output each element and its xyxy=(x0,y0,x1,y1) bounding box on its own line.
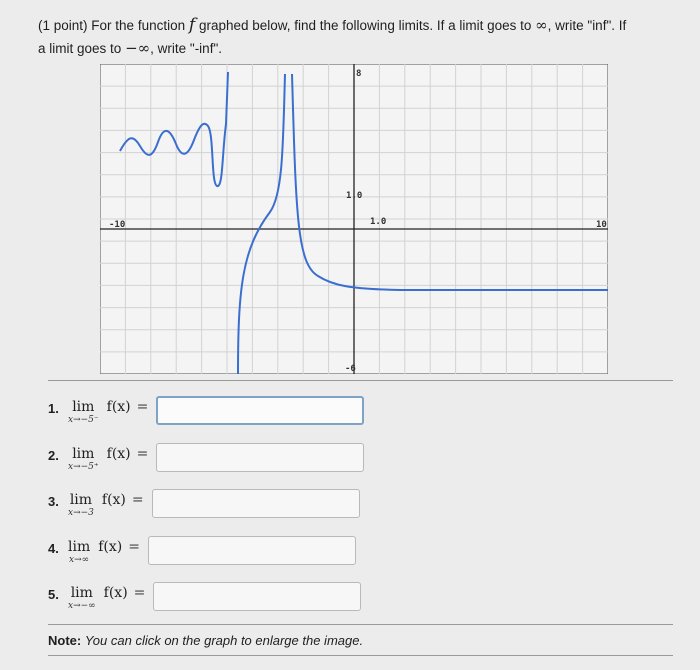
x-min-label: -10 xyxy=(109,220,126,230)
points-label: (1 point) xyxy=(38,18,88,33)
lim-approach: x→−3 xyxy=(68,508,94,518)
function-expression: f(x) xyxy=(106,399,131,415)
y-max-label: 8 xyxy=(356,69,362,79)
infinity-symbol: ∞ xyxy=(535,16,548,34)
function-expression: f(x) xyxy=(103,585,128,601)
answer-input-5[interactable] xyxy=(153,582,361,611)
lim-word: lim xyxy=(72,399,95,415)
equals-sign: = xyxy=(131,492,144,508)
lim-approach: x→−∞ xyxy=(68,601,96,611)
statement-text-b: graphed below, find the following limits. If a limit goes to xyxy=(198,18,532,33)
limit-operator xyxy=(68,396,99,425)
equals-sign: = xyxy=(128,539,140,555)
limit-operator xyxy=(68,582,96,611)
question-row-3 xyxy=(48,489,360,519)
answer-input-2[interactable] xyxy=(156,443,364,472)
statement-text-d: a limit goes to xyxy=(38,41,122,56)
x-max-label: 10 xyxy=(596,220,607,230)
question-row-4 xyxy=(48,536,356,566)
equals-sign: = xyxy=(136,399,149,415)
y-min-label: -6 xyxy=(345,364,356,374)
question-number: 5. xyxy=(48,587,59,602)
question-number: 2. xyxy=(48,448,59,463)
divider-note-bottom xyxy=(48,655,673,656)
x-one-label: 1.0 xyxy=(370,217,387,227)
function-symbol: f xyxy=(188,15,196,35)
lim-approach: x→∞ xyxy=(69,555,90,565)
limit-operator xyxy=(68,489,94,518)
function-expression: f(x) xyxy=(106,446,131,462)
limit-operator xyxy=(68,536,90,565)
limit-operator xyxy=(68,443,99,472)
function-expression: f(x) xyxy=(101,492,126,508)
neg-infinity-symbol: −∞ xyxy=(125,39,151,57)
divider-top xyxy=(48,380,673,381)
function-expression: f(x) xyxy=(98,539,123,555)
statement-text-c: , write "inf". If xyxy=(547,18,627,33)
statement-text-a: For the function xyxy=(91,18,186,33)
lim-word: lim xyxy=(70,585,93,601)
lim-word: lim xyxy=(72,446,95,462)
note-text: You can click on the graph to enlarge the image. xyxy=(84,633,364,648)
problem-statement xyxy=(38,14,678,60)
statement-text-e: , write "-inf". xyxy=(150,41,222,56)
answer-input-4[interactable] xyxy=(148,536,356,565)
lim-approach: x→−5⁺ xyxy=(68,462,99,472)
question-row-2 xyxy=(48,443,364,473)
lim-word: lim xyxy=(69,492,93,508)
question-number: 4. xyxy=(48,541,59,556)
function-graph[interactable] xyxy=(100,64,608,374)
question-number: 3. xyxy=(48,494,59,509)
lim-word: lim xyxy=(68,539,91,555)
note-label: Note: xyxy=(48,633,82,648)
divider-note-top xyxy=(48,624,673,625)
equals-sign: = xyxy=(136,446,149,462)
note-line xyxy=(48,633,363,648)
question-row-1 xyxy=(48,396,364,426)
lim-approach: x→−5⁻ xyxy=(68,415,99,425)
question-row-5 xyxy=(48,582,361,612)
answer-input-3[interactable] xyxy=(152,489,360,518)
question-number: 1. xyxy=(48,401,59,416)
answer-input-1[interactable] xyxy=(156,396,364,425)
y-one-label: 1.0 xyxy=(346,191,363,201)
equals-sign: = xyxy=(133,585,146,601)
